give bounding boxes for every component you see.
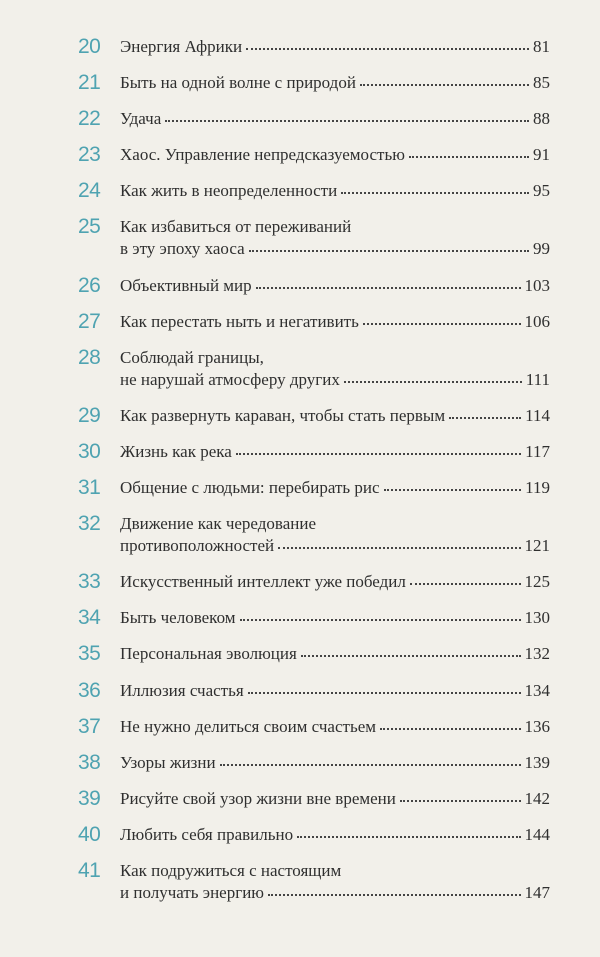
chapter-number: 25 (78, 215, 101, 239)
dot-leader (256, 284, 521, 289)
chapter-entry-body (120, 513, 550, 557)
toc-entry (78, 571, 550, 593)
page-number: 114 (525, 405, 550, 425)
chapter-entry-body (120, 716, 550, 738)
chapter-title: в эту эпоху хаоса (120, 239, 245, 259)
page-number: 125 (524, 572, 550, 592)
toc-entry (78, 72, 550, 94)
dot-leader (341, 189, 529, 194)
chapter-number: 41 (78, 858, 101, 882)
page-number: 88 (533, 109, 550, 129)
chapter-number: 30 (78, 439, 101, 463)
dot-leader (240, 616, 521, 621)
chapter-number: 35 (78, 642, 101, 666)
page-number: 119 (525, 478, 550, 498)
chapter-title-line (120, 441, 550, 463)
chapter-title-line (120, 716, 550, 738)
toc-entry (78, 108, 550, 130)
page-number: 91 (533, 145, 550, 165)
page-number: 139 (524, 752, 550, 772)
toc-entry (78, 860, 550, 904)
toc-entry (78, 513, 550, 557)
page-number: 103 (524, 275, 550, 295)
toc-entry (78, 311, 550, 333)
page-number: 111 (525, 369, 550, 389)
chapter-entry-body (120, 347, 550, 391)
chapter-entry-body (120, 824, 550, 846)
chapter-entry-body (120, 680, 550, 702)
toc-entry (78, 36, 550, 58)
chapter-number: 31 (78, 476, 101, 500)
chapter-number: 27 (78, 309, 101, 333)
page-number: 132 (524, 644, 550, 664)
dot-leader (360, 81, 529, 86)
chapter-number: 37 (78, 714, 101, 738)
chapter-entry-body (120, 36, 550, 58)
chapter-entry-body (120, 180, 550, 202)
page-number: 117 (525, 441, 550, 461)
chapter-number: 33 (78, 570, 101, 594)
chapter-entry-body (120, 311, 550, 333)
chapter-title-line (120, 607, 550, 629)
toc-entry (78, 788, 550, 810)
chapter-title-line (120, 752, 550, 774)
chapter-entry-body (120, 72, 550, 94)
chapter-title: Общение с людьми: перебирать рис (120, 478, 380, 498)
chapter-title: не нарушай атмосферу других (120, 369, 340, 389)
dot-leader (236, 450, 521, 455)
chapter-entry-body (120, 441, 550, 463)
chapter-number: 23 (78, 143, 101, 167)
chapter-entry-body (120, 788, 550, 810)
chapter-title: Быть человеком (120, 608, 236, 628)
dot-leader (297, 833, 520, 838)
page-number: 134 (524, 680, 550, 700)
dot-leader (246, 45, 529, 50)
dot-leader (384, 486, 522, 491)
toc-entry (78, 441, 550, 463)
dot-leader (220, 761, 521, 766)
chapter-entry-body (120, 144, 550, 166)
chapter-title: Искусственный интеллект уже победил (120, 572, 406, 592)
dot-leader (278, 544, 520, 549)
dot-leader (165, 117, 529, 122)
page-number: 142 (524, 788, 550, 808)
dot-leader (301, 652, 521, 657)
chapter-title-line (120, 824, 550, 846)
chapter-number: 34 (78, 606, 101, 630)
chapter-title: Иллюзия счастья (120, 680, 244, 700)
dot-leader (380, 725, 520, 730)
toc-entry (78, 275, 550, 297)
dot-leader (249, 247, 529, 252)
chapter-title: Как жить в неопределенности (120, 181, 338, 201)
chapter-number: 20 (78, 35, 101, 58)
page-number: 147 (524, 882, 550, 902)
chapter-title: Хаос. Управление непредсказуемостью (120, 145, 405, 165)
chapter-title-line (120, 36, 550, 58)
toc-entry (78, 680, 550, 702)
chapter-number: 24 (78, 179, 101, 203)
page-number: 106 (524, 311, 550, 331)
chapter-title: Узоры жизни (120, 752, 216, 772)
chapter-title: Как развернуть караван, чтобы стать первым (120, 405, 446, 425)
chapter-title-line (120, 405, 550, 427)
chapter-title-line (120, 882, 550, 904)
dot-leader (344, 378, 522, 383)
chapter-title-first-line: Как подружиться с настоящим (120, 860, 342, 880)
chapter-title-first-line: Движение как чередование (120, 514, 316, 534)
chapter-title: противоположностей (120, 536, 275, 556)
toc-entry (78, 643, 550, 665)
chapter-title-line (120, 477, 550, 499)
dot-leader (409, 153, 529, 158)
dot-leader (248, 689, 521, 694)
chapter-entry-body (120, 607, 550, 629)
toc-entry (78, 144, 550, 166)
chapter-number: 29 (78, 403, 101, 427)
chapter-entry-body (120, 571, 550, 593)
page-number: 81 (533, 37, 550, 56)
chapter-title-first-line: Соблюдай границы, (120, 347, 264, 367)
chapter-title: Любить себя правильно (120, 824, 294, 844)
chapter-title: и получать энергию (120, 882, 265, 902)
toc-entry (78, 752, 550, 774)
chapter-title-line (120, 238, 550, 260)
chapter-number: 28 (78, 345, 101, 369)
chapter-title: Объективный мир (120, 275, 252, 295)
chapter-entry-body (120, 477, 550, 499)
chapter-title-line (120, 643, 550, 665)
dot-leader (410, 580, 521, 585)
chapter-title-line (120, 369, 550, 391)
toc-entry (78, 216, 550, 260)
chapter-entry-body (120, 860, 550, 904)
chapter-entry-body (120, 275, 550, 297)
chapter-title-line (120, 275, 550, 297)
dot-leader (363, 320, 521, 325)
toc-entry (78, 477, 550, 499)
table-of-contents (78, 36, 550, 918)
page-number: 130 (524, 608, 550, 628)
chapter-number: 39 (78, 786, 101, 810)
toc-entry (78, 716, 550, 738)
page-number: 121 (524, 536, 550, 556)
chapter-number: 32 (78, 512, 101, 536)
chapter-title: Как перестать ныть и негативить (120, 311, 359, 331)
chapter-title-line (120, 180, 550, 202)
toc-entry (78, 405, 550, 427)
chapter-number: 21 (78, 71, 101, 95)
chapter-title: Энергия Африки (120, 37, 243, 56)
chapter-entry-body (120, 405, 550, 427)
chapter-title: Не нужно делиться своим счастьем (120, 716, 377, 736)
chapter-title: Жизнь как река (120, 441, 232, 461)
chapter-number: 38 (78, 750, 101, 774)
dot-leader (449, 414, 521, 419)
page-number: 95 (533, 181, 550, 201)
chapter-title: Рисуйте свой узор жизни вне времени (120, 788, 396, 808)
chapter-number: 26 (78, 273, 101, 297)
chapter-title-line (120, 788, 550, 810)
chapter-title-line (120, 571, 550, 593)
chapter-title: Быть на одной волне с природой (120, 73, 356, 93)
chapter-title-line (120, 680, 550, 702)
chapter-entry-body (120, 216, 550, 260)
chapter-number: 40 (78, 822, 101, 846)
chapter-title: Удача (120, 109, 162, 129)
chapter-entry-body (120, 752, 550, 774)
chapter-title: Персональная эволюция (120, 644, 297, 664)
chapter-title-first-line: Как избавиться от переживаний (120, 217, 352, 237)
chapter-entry-body (120, 108, 550, 130)
chapter-title-line (120, 108, 550, 130)
page-number: 144 (524, 824, 550, 844)
chapter-entry-body (120, 643, 550, 665)
chapter-title-line (120, 535, 550, 557)
toc-entry (78, 347, 550, 391)
chapter-title-line (120, 311, 550, 333)
dot-leader (400, 797, 521, 802)
page-number: 85 (533, 73, 550, 93)
toc-entry (78, 180, 550, 202)
chapter-title-line (120, 72, 550, 94)
chapter-number: 22 (78, 107, 101, 131)
page-number: 99 (533, 239, 550, 259)
toc-entry (78, 607, 550, 629)
chapter-number: 36 (78, 678, 101, 702)
toc-entry (78, 824, 550, 846)
page-number: 136 (524, 716, 550, 736)
dot-leader (268, 891, 520, 896)
chapter-title-line (120, 144, 550, 166)
